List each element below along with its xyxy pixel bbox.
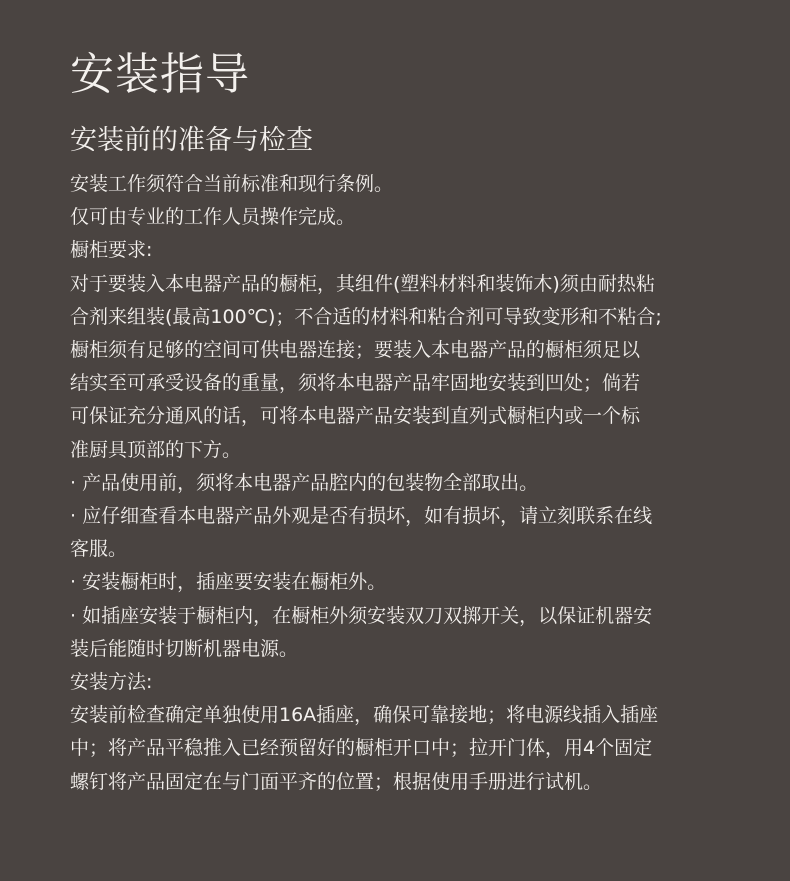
instruction-line: 对于要装入本电器产品的橱柜，其组件(塑料材料和装饰木)须由耐热粘 [70, 272, 655, 295]
instruction-line: 装后能随时切断机器电源。 [70, 637, 299, 660]
page-title: 安装指导 [70, 49, 250, 100]
instruction-line: 准厨具顶部的下方。 [70, 438, 242, 461]
instruction-line: · 安装橱柜时，插座要安装在橱柜外。 [70, 571, 387, 594]
instruction-line: · 如插座安装于橱柜内，在橱柜外须安装双刀双掷开关，以保证机器安 [70, 604, 653, 627]
instruction-text-block [70, 168, 720, 799]
instruction-line: 结实至可承受设备的重量，须将本电器产品牢固地安装到凹处；倘若 [70, 372, 641, 395]
instruction-line: 可保证充分通风的话，可将本电器产品安装到直列式橱柜内或一个标 [70, 405, 641, 428]
instruction-line: · 产品使用前，须将本电器产品腔内的包装物全部取出。 [70, 471, 539, 494]
instruction-line: 橱柜要求: [70, 239, 153, 262]
instruction-line: 中；将产品平稳推入已经预留好的橱柜开口中；拉开门体，用4个固定 [70, 737, 653, 760]
instruction-line: 客服。 [70, 538, 128, 561]
instruction-line: 螺钉将产品固定在与门面平齐的位置；根据使用手册进行试机。 [70, 770, 603, 793]
instruction-line: 安装前检查确定单独使用16A插座，确保可靠接地；将电源线插入插座 [70, 704, 659, 727]
instruction-line: 合剂来组装(最高100℃)；不合适的材料和粘合剂可导致变形和不粘合; [70, 305, 662, 328]
section-title: 安装前的准备与检查 [70, 125, 313, 156]
instruction-line: · 应仔细查看本电器产品外观是否有损坏，如有损坏，请立刻联系在线 [70, 505, 653, 528]
instruction-line: 橱柜须有足够的空间可供电器连接；要装入本电器产品的橱柜须足以 [70, 339, 641, 362]
instruction-line: 安装方法: [70, 671, 153, 694]
instruction-line: 仅可由专业的工作人员操作完成。 [70, 206, 356, 229]
instruction-line: 安装工作须符合当前标准和现行条例。 [70, 173, 394, 195]
